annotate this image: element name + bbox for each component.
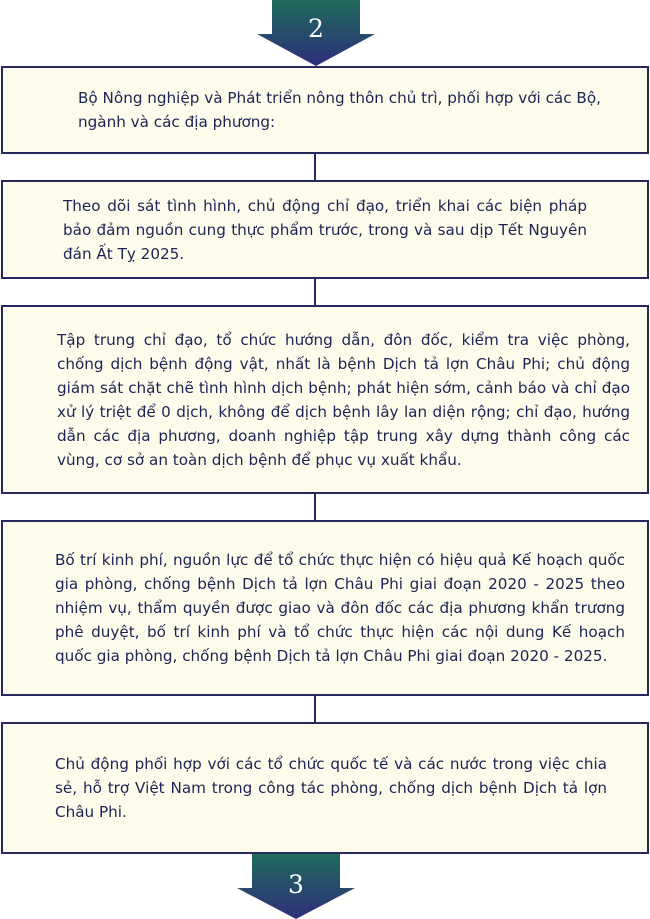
task-text-2: Tập trung chỉ đạo, tổ chức hướng dẫn, đôn đốc, kiểm tra việc phòng, chống dịch bệnh động vật, nhất là bệnh Dịch tả lợn Châu Phi; chủ động giám sát chặt chẽ tình hình dịch bệnh; phát hiện sớm, cảnh báo và chỉ đạo xử lý triệt để 0 dịch, không để dịch bệnh lây lan diện rộng; chỉ đạo, hướng dẫn các địa phương, doanh nghiệp tập trung xây dựng thành công các vùng, cơ sở an toàn dịch bệnh để phục vụ xuất khẩu. [57,330,630,469]
connector-line [314,696,316,722]
step-number: 3 [288,870,304,899]
task-box-2 [1,305,649,494]
task-text-1: Theo dõi sát tình hình, chủ động chỉ đạo, triển khai các biện pháp bảo đảm nguồn cung thực phẩm trước, trong và sau dịp Tết Nguyên đán Ất Tỵ 2025. [63,196,587,263]
connector-line [314,494,316,520]
task-box-1 [1,180,649,279]
task-box-4 [1,722,649,854]
intro-text: Bộ Nông nghiệp và Phát triển nông thôn chủ trì, phối hợp với các Bộ, ngành và các địa phương: [78,89,601,131]
step-3-arrow [237,854,355,919]
task-text-4: Chủ động phối hợp với các tổ chức quốc tế và các nước trong việc chia sẻ, hỗ trợ Việt Nam trong công tác phòng, chống dịch bệnh Dịch tả lợn Châu Phi. [55,755,607,821]
intro-box [1,66,649,154]
task-text-3: Bố trí kinh phí, nguồn lực để tổ chức thực hiện có hiệu quả Kế hoạch quốc gia phòng, chống bệnh Dịch tả lợn Châu Phi giai đoạn 2020 - 2025 theo nhiệm vụ, thẩm quyền được giao và đôn đốc các địa phương khẩn trương phê duyệt, bố trí kinh phí và tổ chức thực hiện các nội dung Kế hoạch quốc gia phòng, chống bệnh Dịch tả lợn Châu Phi giai đoạn 2020 - 2025. [55,551,625,665]
step-2-arrow [257,0,375,66]
step-number: 2 [308,14,324,43]
task-box-3 [1,520,649,696]
connector-line [314,154,316,180]
connector-line [314,279,316,305]
